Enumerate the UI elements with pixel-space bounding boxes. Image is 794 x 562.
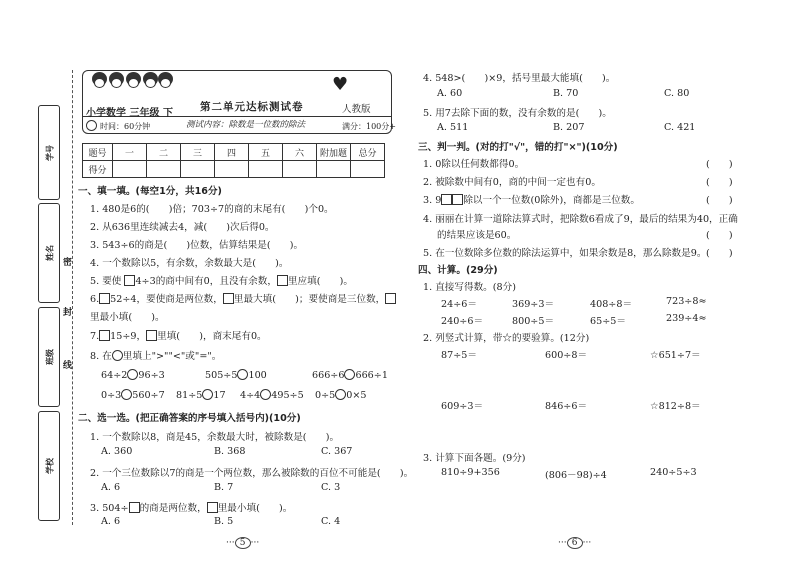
compare-row: 0÷5 0×5 — [315, 390, 367, 401]
compare-circle[interactable] — [335, 389, 346, 400]
compare-circle[interactable] — [260, 389, 271, 400]
option[interactable]: A. 60 — [437, 88, 463, 99]
children-illustration — [90, 72, 174, 98]
option[interactable]: B. 207 — [553, 122, 585, 133]
page-title: 第二单元达标测试卷 — [200, 101, 304, 113]
compare-row: 64÷2 96÷3 — [101, 370, 165, 381]
judge-item: 4. 丽丽在计算一道除法算式时，把除数6看成了9，最后的结果为40，正确 — [423, 214, 738, 225]
option[interactable]: C. 3 — [321, 482, 341, 493]
blank-box[interactable] — [99, 293, 110, 304]
blank-box[interactable] — [99, 330, 110, 341]
compare-row: 81÷5 17 — [176, 390, 226, 401]
option[interactable]: C. 367 — [321, 446, 353, 457]
judge-item-cont: 的结果应该是60。 — [437, 230, 517, 241]
calc-item: 609÷3＝ — [441, 401, 484, 412]
answer-paren[interactable]: ( ) — [706, 177, 733, 188]
question: 里最小填( )。 — [90, 312, 165, 323]
seal-mark-3: 线 — [63, 361, 73, 371]
blank-box[interactable] — [124, 275, 135, 286]
calc-item: ☆651÷7＝ — [650, 350, 701, 361]
edition-label: 人教版 — [342, 104, 371, 115]
time-label: 时间：60分钟 — [100, 122, 151, 131]
calc-item: 723÷8≈ — [666, 296, 707, 307]
judge-item: 3. 9 除以一个一位数(0除外)，商都是三位数。 — [423, 195, 640, 206]
judge-item: 5. 在一位数除多位数的除法运算中，如果余数是8，那么除数是9。 — [423, 248, 707, 259]
question: 8. 在 里填上">""<"或"="。 — [90, 351, 222, 362]
blank-box[interactable] — [452, 194, 463, 205]
score-cell[interactable] — [181, 161, 215, 178]
option[interactable]: B. 70 — [553, 88, 579, 99]
question: 2. 从636里连续减去4，减( )次后得0。 — [90, 222, 275, 233]
clock-icon — [86, 120, 97, 131]
compare-row: 505÷5 100 — [205, 370, 267, 381]
question: 5. 用7去除下面的数，没有余数的是( )。 — [423, 108, 612, 119]
name-box: 姓名 — [38, 203, 60, 303]
answer-paren[interactable]: ( ) — [706, 248, 733, 259]
score-cell[interactable] — [147, 161, 181, 178]
option[interactable]: A. 6 — [101, 482, 121, 493]
section-2-heading: 二、选一选。(把正确答案的序号填入括号内)(10分) — [78, 413, 301, 424]
judge-item: 1. 0除以任何数都得0。 — [423, 159, 525, 170]
compare-row: 0÷3 560÷7 — [101, 390, 165, 401]
option[interactable]: A. 360 — [101, 446, 133, 457]
binding-strip — [30, 75, 78, 525]
option[interactable]: C. 421 — [664, 122, 696, 133]
question: 1. 480是6的( )倍；703÷7的商的末尾有( )个0。 — [90, 204, 334, 215]
compare-circle[interactable] — [237, 369, 248, 380]
sub-heading: 2. 列竖式计算，带☆的要验算。(12分) — [423, 333, 590, 344]
option[interactable]: A. 511 — [437, 122, 469, 133]
answer-paren[interactable]: ( ) — [706, 195, 733, 206]
subject-label: 小学数学 三年级 下 — [86, 108, 173, 119]
question: 3. 504÷ 的商是两位数， 里最小填( )。 — [90, 503, 293, 514]
blank-box[interactable] — [277, 275, 288, 286]
blank-box[interactable] — [146, 330, 157, 341]
sub-heading: 3. 计算下面各题。(9分) — [423, 453, 526, 464]
option[interactable]: B. 5 — [214, 516, 234, 527]
calc-item: 239÷4≈ — [666, 313, 707, 324]
blank-box[interactable] — [129, 502, 140, 513]
question: 5. 要使 4÷3的商中间有0，且没有余数， 里应填( )。 — [90, 276, 353, 287]
seal-mark-1: 密 — [63, 258, 73, 268]
question: 2. 一个三位数除以7的商是一个两位数，那么被除数的百位不可能是( )。 — [90, 468, 414, 479]
compare-circle[interactable] — [112, 350, 123, 361]
score-cell[interactable] — [283, 161, 317, 178]
answer-paren[interactable]: ( ) — [706, 159, 733, 170]
judge-item: 2. 被除数中间有0，商的中间一定也有0。 — [423, 177, 601, 188]
calc-item: ☆812÷8＝ — [650, 401, 701, 412]
score-table: 题号 一 二 三 四 五 六 附加题 总分 得分 — [82, 143, 385, 178]
option[interactable]: C. 80 — [664, 88, 690, 99]
blank-box[interactable] — [223, 293, 234, 304]
compare-circle[interactable] — [344, 369, 355, 380]
calc-item: (806－98)÷4 — [545, 470, 607, 481]
sub-heading: 1. 直接写得数。(8分) — [423, 282, 516, 293]
calc-item: 65÷5＝ — [590, 316, 626, 327]
score-cell[interactable] — [249, 161, 283, 178]
question: 1. 一个数除以8，商是45，余数最大时，被除数是( )。 — [90, 432, 340, 443]
student-id-box: 学号 — [38, 105, 60, 200]
calc-item: 846÷6＝ — [545, 401, 588, 412]
school-box: 学校 — [38, 411, 60, 521]
question: 3. 543÷6的商是( )位数，估算结果是( )。 — [90, 240, 304, 251]
score-cell[interactable] — [215, 161, 249, 178]
option[interactable]: B. 368 — [214, 446, 246, 457]
option[interactable]: C. 4 — [321, 516, 341, 527]
seal-mark-2: 封 — [63, 308, 73, 318]
content-label: 测试内容：除数是一位数的除法 — [186, 120, 306, 130]
heart-icon: ♥ — [332, 74, 349, 95]
compare-row: 4÷4 495÷5 — [240, 390, 304, 401]
compare-circle[interactable] — [121, 389, 132, 400]
blank-box[interactable] — [207, 502, 218, 513]
question: 4. 548>( )×9，括号里最大能填( )。 — [423, 73, 616, 84]
option[interactable]: B. 7 — [214, 482, 234, 493]
score-cell[interactable] — [317, 161, 351, 178]
compare-row: 666÷6 666÷1 — [312, 370, 388, 381]
calc-item: 369÷3＝ — [512, 299, 555, 310]
question: 7. 15÷9， 里填( )，商末尾有0。 — [90, 331, 267, 342]
blank-box[interactable] — [441, 194, 452, 205]
compare-circle[interactable] — [202, 389, 213, 400]
option[interactable]: A. 6 — [101, 516, 121, 527]
calc-item: 240÷5÷3 — [650, 467, 697, 478]
page-number: ··· 5 ··· — [226, 538, 260, 548]
page-number: ··· 6 ··· — [558, 538, 592, 548]
answer-paren[interactable]: ( ) — [706, 230, 733, 241]
fullscore-label: 满分：100分+ — [342, 122, 396, 131]
compare-circle[interactable] — [127, 369, 138, 380]
question: 6. 52÷4，要使商是两位数， 里最大填( )；要使商是三位数， — [90, 291, 396, 305]
calc-item: 87÷5＝ — [441, 350, 477, 361]
score-cell[interactable] — [113, 161, 147, 178]
question: 4. 一个数除以5，有余数，余数最大是( )。 — [90, 258, 289, 269]
cut-line — [72, 70, 73, 525]
calc-item: 408÷8＝ — [590, 299, 633, 310]
calc-item: 600÷8＝ — [545, 350, 588, 361]
section-3-heading: 三、判一判。(对的打"√"，错的打"×")(10分) — [418, 142, 618, 153]
section-1-heading: 一、填一填。(每空1分，共16分) — [78, 186, 222, 197]
calc-item: 24÷6＝ — [441, 299, 477, 310]
score-cell[interactable] — [351, 161, 385, 178]
calc-item: 240÷6＝ — [441, 316, 484, 327]
class-box: 班级 — [38, 307, 60, 407]
calc-item: 800÷5＝ — [512, 316, 555, 327]
section-4-heading: 四、计算。(29分) — [418, 265, 498, 276]
calc-item: 810÷9+356 — [441, 467, 500, 478]
blank-box[interactable] — [385, 293, 396, 304]
